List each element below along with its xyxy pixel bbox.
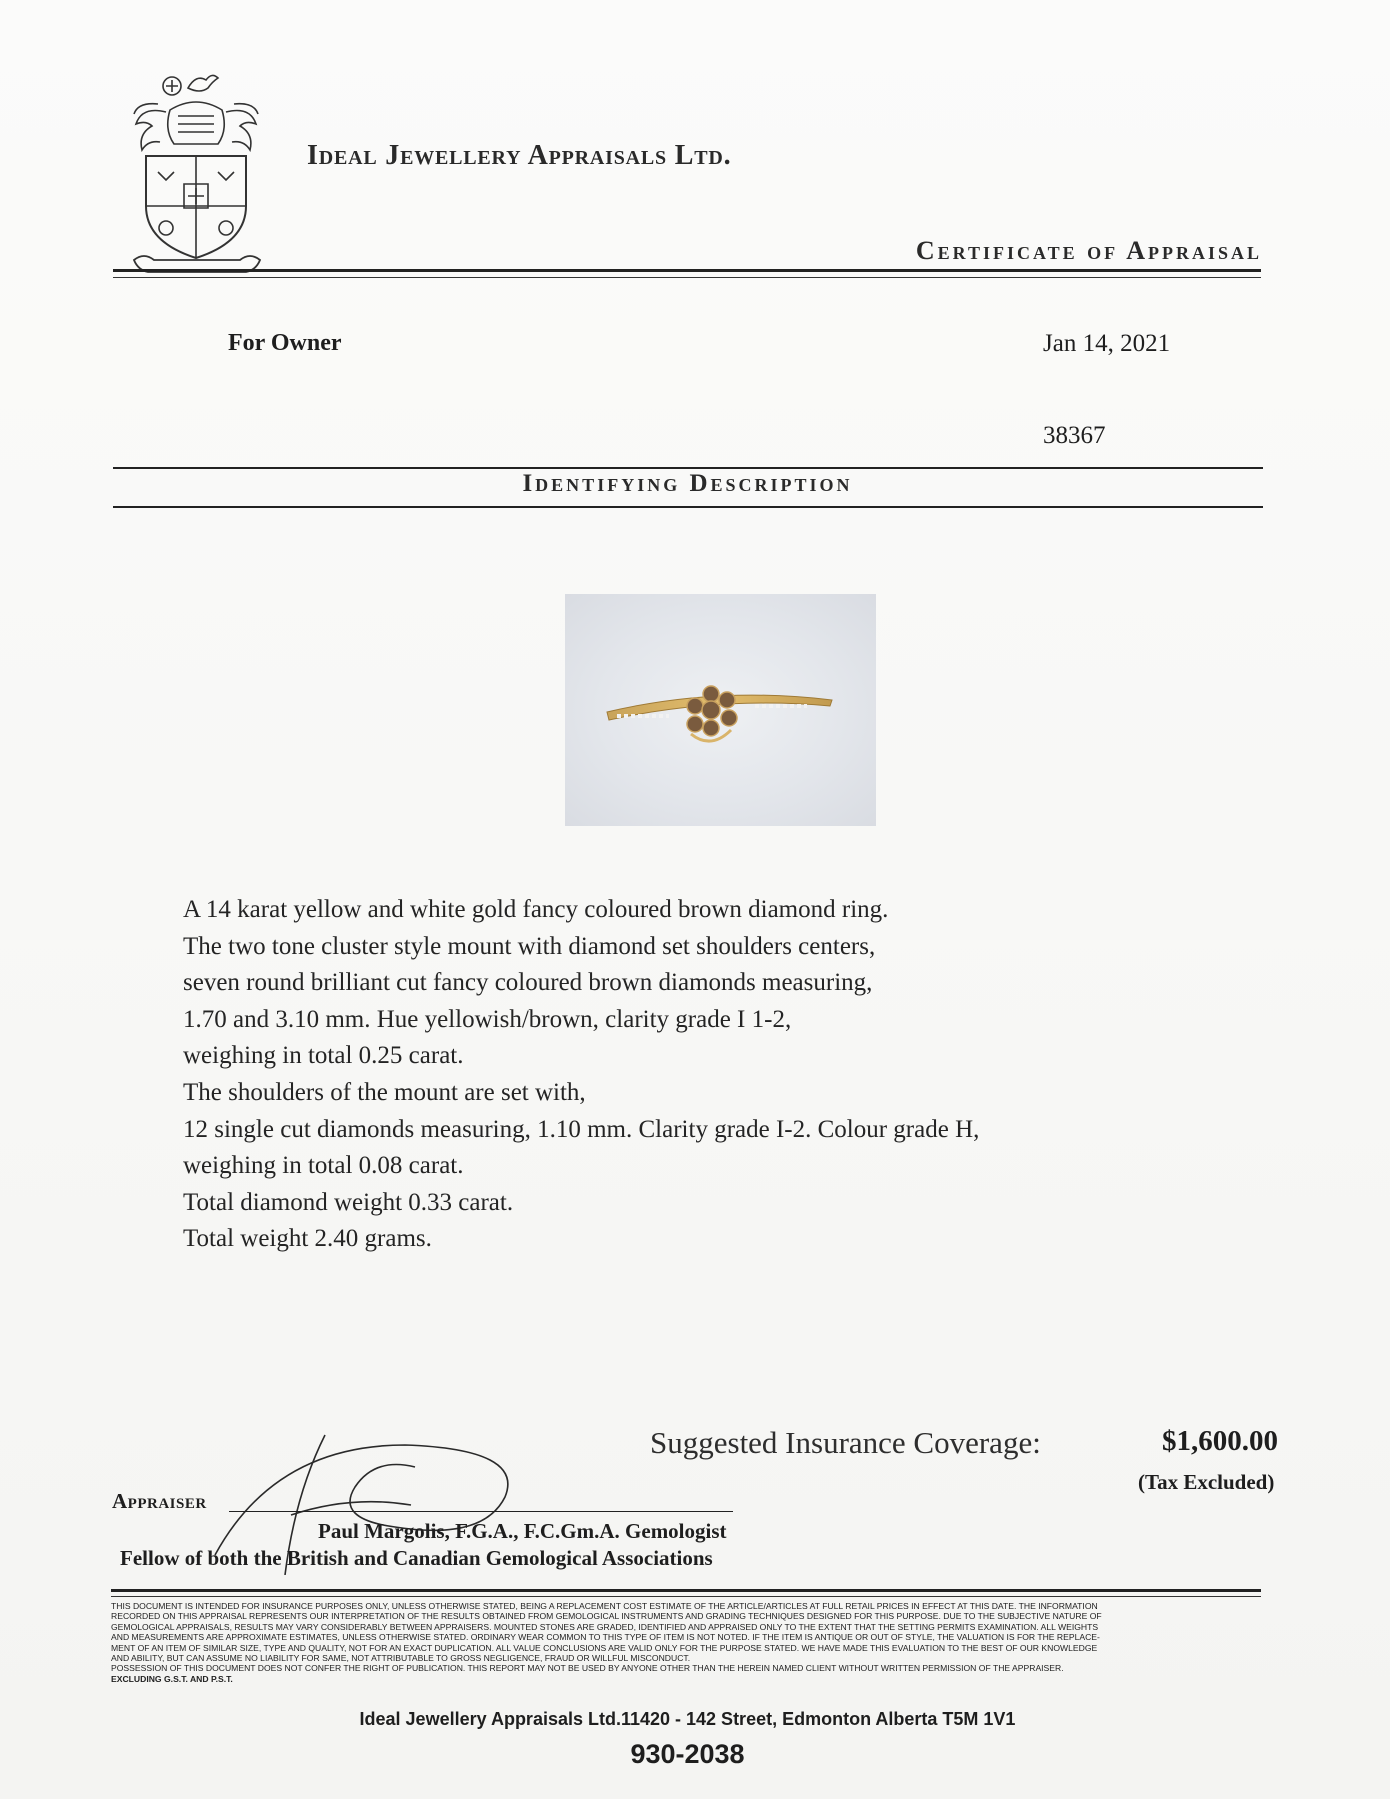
ring-image [565, 594, 876, 826]
insurance-coverage-label: Suggested Insurance Coverage: [650, 1425, 1041, 1460]
disclaimer-line: MENT OF AN ITEM OF SIMILAR SIZE, TYPE AND QUALITY, NOT FOR AN EXACT DUPLICATION. ALL VALUE CONCLUSIONS ARE VALID ONLY FOR THE PURPOSE STATED. WE HAVE MADE THIS EVALUATION TO THE BEST OF OUR KNOWLEDGE [111, 1642, 1098, 1653]
insurance-coverage-amount: $1,600.00 [1162, 1425, 1278, 1457]
owner-label: For Owner [228, 330, 342, 356]
disclaimer-line: THIS DOCUMENT IS INTENDED FOR INSURANCE PURPOSES ONLY, UNLESS OTHERWISE STATED, BEING A REPLACEMENT COST ESTIMATE OF THE ARTICLE/ARTICLES AT FULL RETAIL PRICES IN EFFECT AT THIS DATE. THE INFORMATION [111, 1601, 1098, 1611]
section-divider-bottom [113, 506, 1263, 508]
disclaimer-line: RECORDED ON THIS APPRAISAL REPRESENTS OUR INTERPRETATION OF THE RESULTS OBTAINED FROM GEMOLOGICAL INSTRUMENTS AND GRADING TECHNIQUES DESIGNED FOR THIS PURPOSE. DUE TO THE SUBJECTIVE NATURE OF [111, 1611, 1102, 1622]
company-name: Ideal Jewellery Appraisals Ltd. [307, 140, 732, 171]
description-line: 1.70 and 3.10 mm. Hue yellowish/brown, clarity grade I 1-2, [183, 1005, 792, 1033]
section-divider-top [113, 467, 1263, 469]
signature-line [229, 1511, 733, 1512]
appraiser-name: Paul Margolis, F.G.A., F.C.Gm.A. Gemologist [318, 1519, 727, 1543]
description-line: The two tone cluster style mount with diamond set shoulders centers, [183, 932, 876, 960]
description-line: The shoulders of the mount are set with, [183, 1078, 586, 1106]
description-line: 12 single cut diamonds measuring, 1.10 mm. Clarity grade I-2. Colour grade H, [183, 1115, 980, 1143]
description-line: Total weight 2.40 grams. [183, 1225, 432, 1253]
tax-note: (Tax Excluded) [1138, 1470, 1275, 1494]
header-divider [113, 269, 1261, 272]
disclaimer-line: AND MEASUREMENTS ARE APPROXIMATE ESTIMATES, UNLESS OTHERWISE STATED. ORDINARY WEAR COMMON TO THIS TYPE OF ITEM IS NOT NOTED. IF THE ITEM IS ANTIQUE OR OUT OF STYLE, THE VALUATION IS FOR THE REPLACE- [111, 1632, 1100, 1643]
company-address: Ideal Jewellery Appraisals Ltd.11420 - 142 Street, Edmonton Alberta T5M 1V1 [359, 1709, 1016, 1729]
appraiser-label: Appraiser [112, 1489, 207, 1513]
appraisal-date: Jan 14, 2021 [1043, 330, 1171, 357]
ring-photo [565, 594, 876, 826]
item-description [183, 892, 1113, 1258]
disclaimer-line: GEMOLOGICAL APPRAISALS, RESULTS MAY VARY CONSIDERABLY BETWEEN APPRAISERS. MOUNTED STONES ARE GRADED, IDENTIFIED AND APPRAISED ONLY TO THE EXTENT THAT THE SETTING PERMITS EXAMINATION. ALL WEIGHTS [111, 1621, 1099, 1632]
appraiser-credentials: Fellow of both the British and Canadian Gemological Associations [120, 1546, 713, 1570]
header-divider-thin [113, 277, 1261, 278]
description-line: A 14 karat yellow and white gold fancy coloured brown diamond ring. [183, 896, 889, 923]
tax-exclusion-line: EXCLUDING G.S.T. AND P.S.T. [111, 1673, 233, 1684]
document-title: Certificate of Appraisal [915, 236, 1262, 265]
description-line: weighing in total 0.08 carat. [183, 1152, 464, 1180]
disclaimer-line: AND ABILITY, BUT CAN ASSUME NO LIABILITY FOR SAME, NOT ATTRIBUTABLE TO GROSS NEGLIGENCE, FRAUD OR WILLFUL MISCONDUCT. [111, 1653, 691, 1664]
footer-divider [111, 1589, 1261, 1592]
company-crest-logo [118, 60, 276, 284]
company-phone: 930-2038 [630, 1739, 745, 1769]
legal-disclaimer [111, 1601, 1261, 1684]
footer-divider-thin [111, 1596, 1261, 1597]
description-line: seven round brilliant cut fancy coloured brown diamonds measuring, [183, 969, 873, 997]
description-line: Total diamond weight 0.33 carat. [183, 1188, 514, 1216]
description-line: weighing in total 0.25 carat. [183, 1042, 464, 1070]
reference-number: 38367 [1043, 422, 1106, 449]
section-title: Identifying Description [522, 470, 853, 497]
disclaimer-line: POSSESSION OF THIS DOCUMENT DOES NOT CONFER THE RIGHT OF PUBLICATION. THIS REPORT MAY NOT BE USED BY ANYONE OTHER THAN THE HEREIN NAMED CLIENT WITHOUT WRITTEN PERMISSION OF THE APPRAISER. [111, 1663, 1064, 1674]
